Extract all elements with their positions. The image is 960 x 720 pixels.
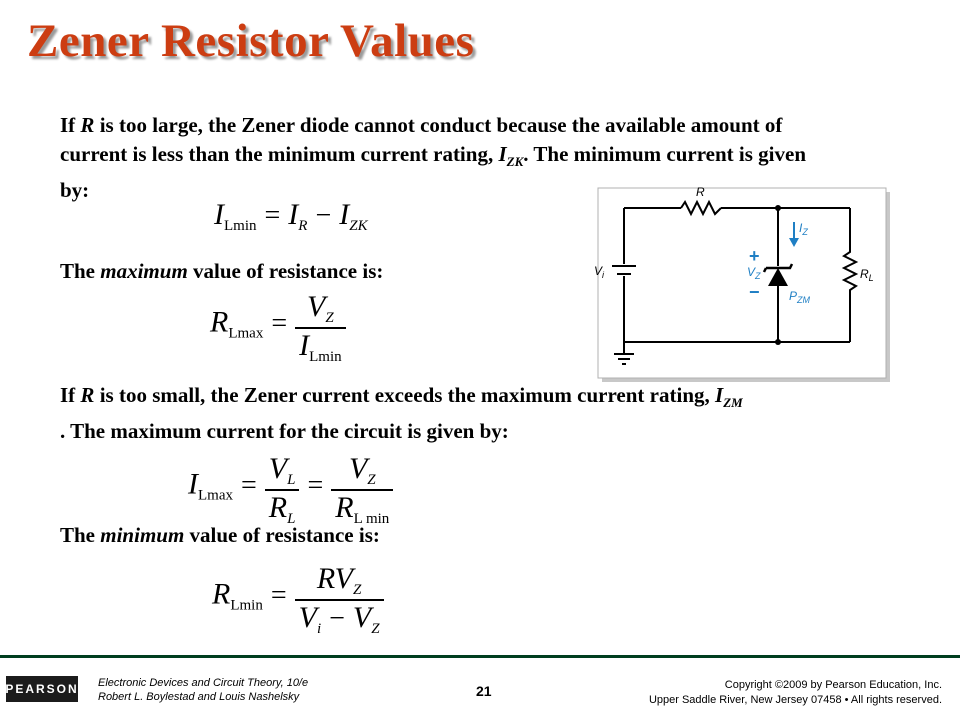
book-title: Electronic Devices and Circuit Theory, 10/e [98, 677, 309, 689]
equation-r-lmin [212, 562, 384, 638]
symbol-i: I [498, 142, 507, 166]
equation-i-lmax [188, 452, 393, 528]
eq-symbol: I [339, 198, 350, 231]
minus-sign: − [329, 603, 345, 634]
paragraph-r-too-small [60, 381, 750, 446]
equals-sign: = [241, 469, 257, 501]
eq-subscript: Z [325, 310, 334, 326]
eq-subscript: L min [353, 511, 390, 527]
minus-sign: − [315, 200, 332, 231]
label-main: I [799, 221, 803, 235]
eq-subscript: Z [371, 621, 380, 637]
eq-symbol: V [298, 601, 317, 634]
copyright [649, 678, 942, 708]
subscript-zm: ZM [723, 395, 743, 410]
eq-symbol: R [210, 305, 229, 339]
eq-subscript: Lmin [309, 349, 342, 365]
fraction [295, 562, 384, 638]
eq-symbol: RV [316, 562, 353, 595]
fraction [265, 452, 300, 528]
eq-subscript: Z [367, 472, 376, 488]
slide-title: Zener Resistor Values [27, 15, 475, 67]
eq-symbol: V [352, 601, 372, 634]
text: value of resistance is: [184, 523, 380, 547]
figure-frame [598, 188, 886, 378]
equals-sign: = [270, 579, 287, 611]
text: If [60, 113, 81, 137]
eq-subscript: R [298, 218, 308, 234]
book-credit [98, 676, 308, 704]
eq-subscript: Lmax [228, 325, 264, 342]
eq-subscript: Lmax [198, 487, 233, 504]
eq-subscript: L [287, 472, 296, 488]
eq-symbol: R [268, 491, 288, 524]
eq-symbol: I [188, 467, 198, 501]
eq-symbol: V [348, 452, 368, 485]
text: is too large, the Zener diode cannot conduct because the available amount of current is less than the minimum current rating, [60, 113, 783, 166]
eq-symbol: V [268, 452, 288, 485]
equals-sign: = [307, 469, 324, 501]
text: The [60, 523, 101, 547]
zener-circuit-diagram [586, 180, 892, 386]
fraction [331, 452, 393, 528]
label-sub: i [602, 270, 605, 280]
eq-subscript: ZK [349, 218, 368, 234]
var-r: R [80, 383, 95, 407]
eq-subscript: Lmin [224, 218, 257, 234]
label-sub: ZM [797, 295, 811, 305]
text: The [60, 259, 101, 283]
label-r: R [696, 185, 705, 199]
eq-subscript: i [316, 621, 322, 637]
eq-symbol: R [335, 491, 354, 524]
eq-symbol: R [212, 577, 231, 611]
subscript-zk: ZK [506, 154, 524, 169]
emphasis: maximum [100, 259, 188, 283]
equals-sign: = [264, 200, 281, 231]
eq-subscript: L [287, 511, 296, 527]
eq-symbol: I [299, 329, 310, 362]
text: . The minimum current is given by: [60, 142, 806, 202]
label-main: R [860, 267, 869, 281]
junction-dot [775, 339, 781, 345]
pearson-logo: PEARSON [6, 676, 78, 702]
label-main: V [594, 264, 603, 278]
book-authors: Robert L. Boylestad and Louis Nashelsky [98, 691, 300, 703]
paragraph-max-resistance [60, 257, 383, 286]
junction-dot [775, 205, 781, 211]
eq-symbol: I [214, 198, 224, 231]
label-sub: L [868, 273, 874, 283]
page-number: 21 [476, 683, 492, 699]
copyright-line: Upper Saddle River, New Jersey 07458 • All rights reserved. [648, 694, 942, 706]
text: . The maximum current for the circuit is given by: [60, 419, 509, 443]
fraction [295, 290, 346, 366]
label-sub: Z [755, 271, 761, 281]
emphasis: minimum [100, 523, 185, 547]
eq-subscript: Z [352, 582, 362, 598]
equation-i-lmin [214, 198, 368, 235]
eq-subscript: Lmin [230, 597, 263, 614]
paragraph-min-resistance [60, 521, 380, 550]
label-main: V [747, 265, 756, 279]
copyright-line: Copyright ©2009 by Pearson Education, Inc. [724, 679, 942, 691]
footer-divider [0, 655, 960, 658]
label-sub: Z [802, 227, 808, 237]
eq-symbol: V [307, 290, 326, 323]
eq-symbol: I [288, 198, 299, 231]
equals-sign: = [271, 307, 288, 339]
plus-sign: + [749, 246, 760, 266]
text: If [60, 383, 81, 407]
var-r: R [80, 113, 95, 137]
text: is too small, the Zener current exceeds the maximum current rating, [94, 383, 715, 407]
minus-sign: − [749, 282, 760, 302]
equation-r-lmax [210, 290, 346, 366]
text: value of resistance is: [187, 259, 384, 283]
label-main: P [789, 289, 798, 303]
symbol-i: I [715, 383, 724, 407]
